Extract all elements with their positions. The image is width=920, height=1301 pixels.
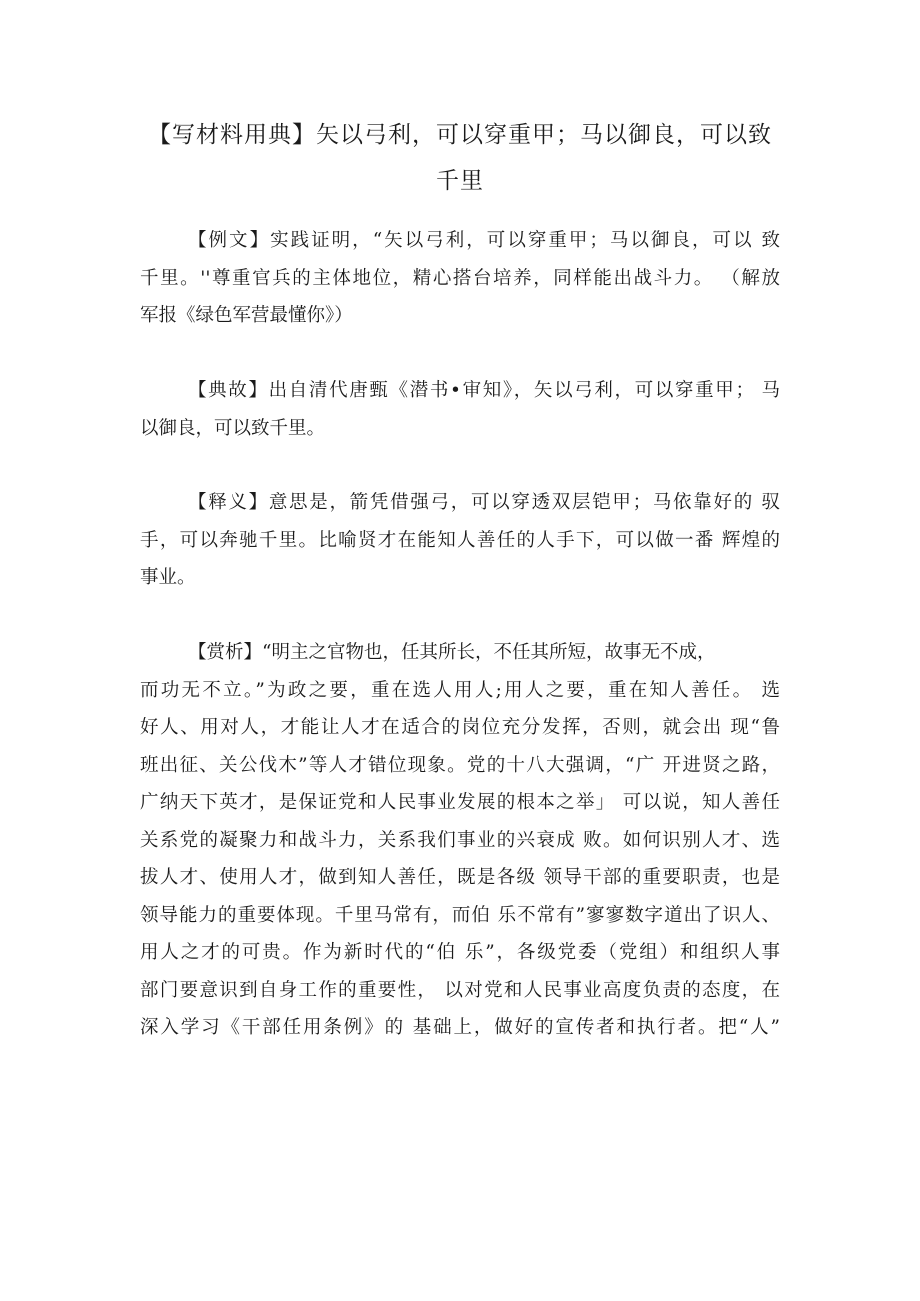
paragraph-line: 广纳天下英才，是保证党和人民事业发展的根本之举」 可以说，知人善任 <box>140 792 780 813</box>
meaning-paragraph <box>140 484 780 597</box>
paragraph-line: 【释义】意思是，箭凭借强弓，可以穿透双层铠甲；马依靠好的 驭 <box>188 492 780 513</box>
document-title <box>130 112 790 204</box>
paragraph-line: 千里。''尊重官兵的主体地位，精心搭台培养，同样能出战斗力。 （解放 <box>140 267 780 289</box>
paragraph-line: 【例文】实践证明，“矢以弓利，可以穿重甲；马以御良，可以 致 <box>188 230 780 251</box>
paragraph-line: 军报《绿色军营最懂你》） <box>140 305 353 326</box>
paragraph-line: 拔人才、使用人才，做到知人善任，既是各级 领导干部的重要职责，也是 <box>140 867 780 888</box>
title-line-1: 【写材料用典】矢以弓利，可以穿重甲；马以御良，可以致 <box>148 122 772 148</box>
paragraph-line: 【赏析】“明主之官物也，任其所长，不任其所短，故事无不成， <box>188 642 716 663</box>
paragraph-line: 好人、用对人，才能让人才在适合的岗位充分发挥，否则，就会出 现“鲁 <box>140 717 780 738</box>
paragraph-line: 班出征、关公伐木”等人才错位现象。党的十八大强调，“广 开进贤之路， <box>140 754 780 776</box>
paragraph-line: 手，可以奔驰千里。比喻贤才在能知人善任的人手下，可以做一番 辉煌的 <box>140 529 780 551</box>
paragraph-line: 领导能力的重要体现。千里马常有，而伯 乐不常有”寥寥数字道出了识人、 <box>140 904 780 926</box>
paragraph-line: 关系党的凝聚力和战斗力，关系我们事业的兴衰成 败。如何识别人才、选 <box>140 829 780 851</box>
allusion-paragraph <box>140 372 780 447</box>
appreciation-paragraph <box>140 634 780 1047</box>
paragraph-line: 部门要意识到自身工作的重要性， 以对党和人民事业高度负责的态度，在 <box>140 979 780 1001</box>
paragraph-line: 而功无不立。”为政之要，重在选人用人;用人之要，重在知人善任。 选 <box>140 679 780 701</box>
example-paragraph <box>140 222 780 335</box>
paragraph-line: 用人之才的可贵。作为新时代的“伯 乐”，各级党委（党组）和组织人事 <box>140 942 780 963</box>
paragraph-line: 【典故】出自清代唐甄《潜书•审知》，矢以弓利，可以穿重甲； 马 <box>188 380 780 401</box>
paragraph-line: 以御良，可以致千里。 <box>140 417 326 439</box>
title-line-2: 千里 <box>436 168 484 194</box>
paragraph-line: 事业。 <box>140 567 196 588</box>
paragraph-line: 深入学习《干部任用条例》的 基础上，做好的宣传者和执行者。把“人” <box>140 1017 780 1038</box>
